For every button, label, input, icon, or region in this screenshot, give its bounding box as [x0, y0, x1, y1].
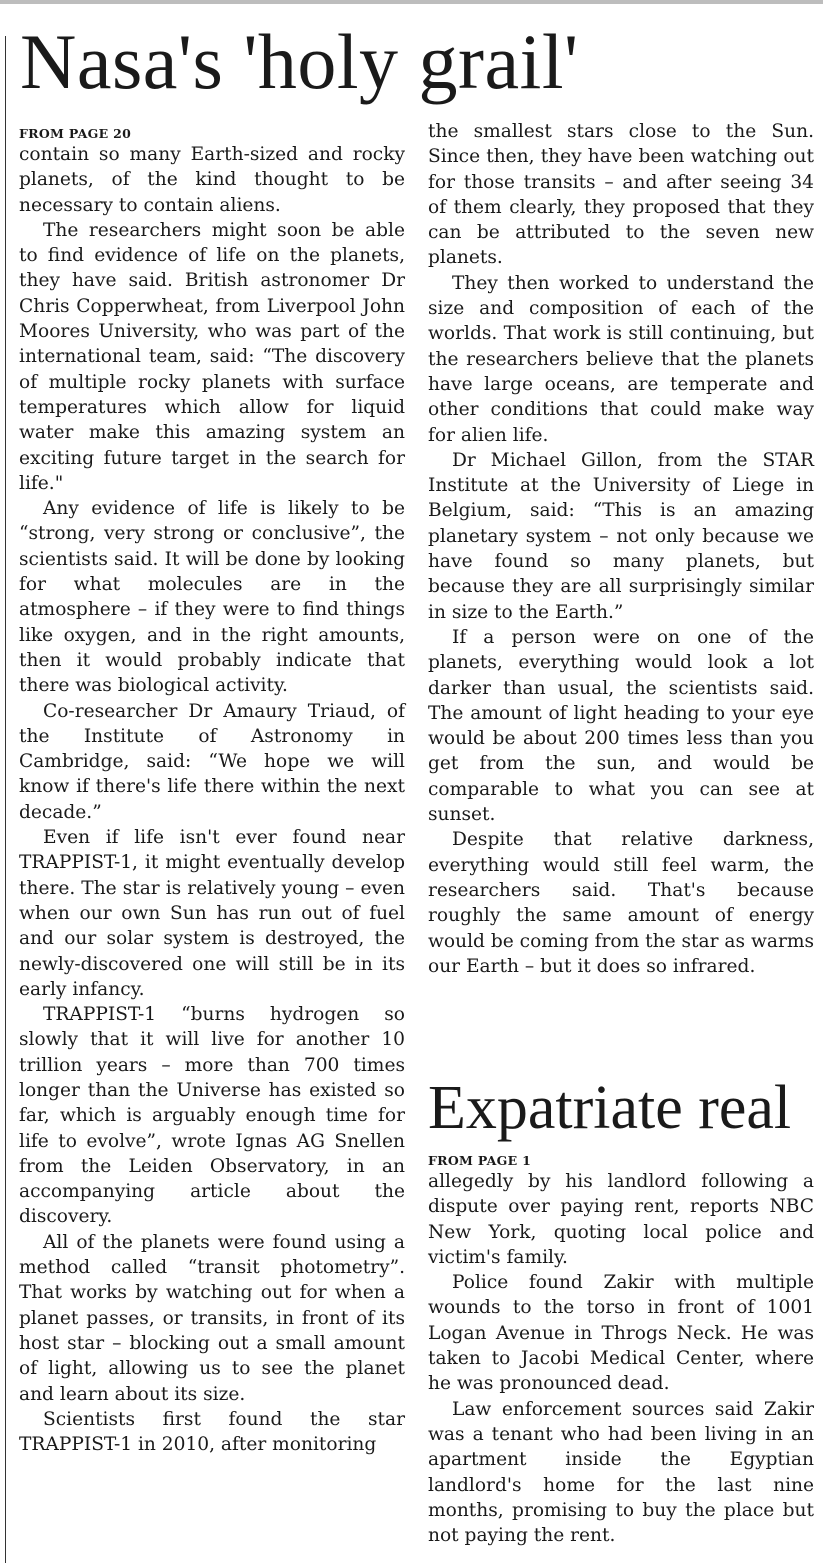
paragraph: contain so many Earth-sized and rocky planets, of the kind thought to be necessary to contain aliens.	[19, 144, 405, 216]
paragraph: Even if life isn't ever found near TRAPPIST-1, it might eventually develop there. The star is relatively young – even when our own Sun has run out of fuel and our solar system is destroyed, the newly-discovered one will still be in its early infancy.	[19, 827, 405, 1000]
article-column-1	[19, 126, 405, 1457]
paragraph: Scientists first found the star TRAPPIST-1 in 2010, after monitoring	[19, 1408, 405, 1456]
second-article-headline: Expatriate real	[428, 1074, 792, 1142]
top-border	[0, 0, 823, 4]
article-headline: Nasa's 'holy grail'	[20, 18, 579, 105]
paragraph: Law enforcement sources said Zakir was a tenant who had been living in an apartment inside the Egyptian landlord's home for the last nine months, promising to buy the place but not paying the rent.	[428, 1398, 814, 1547]
paragraph: Co-researcher Dr Amaury Triaud, of the Institute of Astronomy in Cambridge, said: “We hope we will know if there's life there within the next decade.”	[19, 700, 405, 823]
paragraph: Police found Zakir with multiple wounds to the torso in front of 1001 Logan Avenue in Throgs Neck. He was taken to Jacobi Medical Center, where he was pronounced dead.	[428, 1272, 814, 1395]
paragraph: If a person were on one of the planets, everything would look a lot darker than usual, the scientists said. The amount of light heading to your eye would be about 200 times less than you get from the sun, and would be comparable to what you can see at sunset.	[428, 626, 814, 826]
column-rule	[5, 36, 6, 1563]
paragraph: The researchers might soon be able to find evidence of life on the planets, they have said. British astronomer Dr Chris Copperwheat, from Liverpool John Moores University, who was part of the international team, said: “The discovery of multiple rocky planets with surface temperatures which allow for liquid water make this amazing system an exciting future target in the search for life."	[19, 219, 405, 494]
paragraph: the smallest stars close to the Sun. Since then, they have been watching out for those transits – and after seeing 34 of them clearly, they proposed that they can be attributed to the seven new planets.	[428, 121, 814, 269]
from-page-label: FROM PAGE 20	[19, 126, 132, 141]
paragraph: allegedly by his landlord following a dispute over paying rent, reports NBC New York, quoting local police and victim's family.	[428, 1171, 814, 1268]
paragraph: All of the planets were found using a method called “transit photometry”. That works by watching out for when a planet passes, or transits, in front of its host star – blocking out a small amount of light, allowing us to see the planet and learn about its size.	[19, 1231, 405, 1405]
paragraph: Dr Michael Gillon, from the STAR Institute at the University of Liege in Belgium, said: “This is an amazing planetary system – not only because we have found so many planets, but because they are all surprisingly similar in size to the Earth.”	[428, 449, 814, 623]
article-column-2	[428, 119, 814, 979]
paragraph: They then worked to understand the size and composition of each of the worlds. That work is still continuing, but the researchers believe that the planets have large oceans, are temperate and other conditions that could make way for alien life.	[428, 272, 814, 446]
paragraph: Despite that relative darkness, everything would still feel warm, the researchers said. That's because roughly the same amount of energy would be coming from the star as warms our Earth – but it does so infrared.	[428, 829, 815, 977]
paragraph: TRAPPIST-1 “burns hydrogen so slowly that it will live for another 10 trillion years – more than 700 times longer than the Universe has existed so far, which is arguably enough time for life to evolve”, wrote Ignas AG Snellen from the Leiden Observatory, in an accompanying article about the discovery.	[19, 1004, 405, 1228]
from-page-label: FROM PAGE 1	[428, 1153, 532, 1168]
second-article-column	[428, 1153, 814, 1548]
paragraph: Any evidence of life is likely to be “strong, very strong or conclusive”, the scientists said. It will be done by looking for what molecules are in the atmosphere – if they were to find things like oxygen, and in the right amounts, then it would probably indicate that there was biological activity.	[19, 498, 405, 697]
